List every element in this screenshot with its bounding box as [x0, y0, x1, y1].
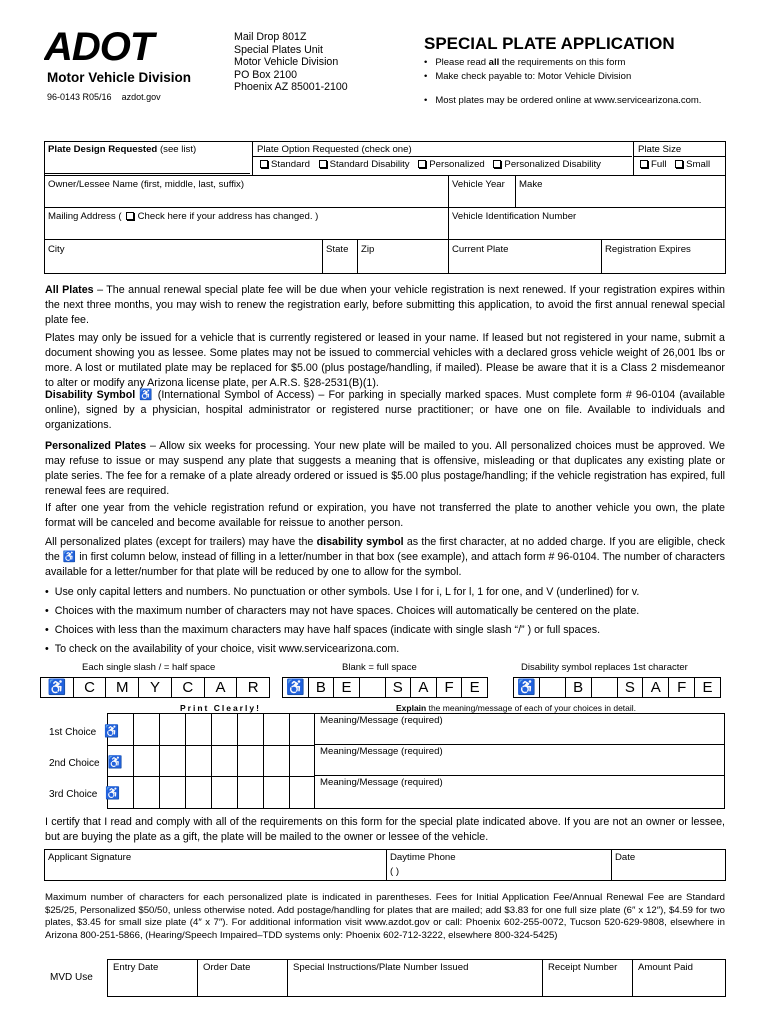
make-field[interactable]: Make [519, 179, 543, 190]
all-plates-paragraph: All Plates – The annual renewal special plate fee will be due when your vehicle registration is next renewed. If your registration expires within the next three months, you may wish to renew the registration early, before submitting this application, to avoid the first annual renewal special plate fee. [45, 284, 725, 326]
choice-3-label: 3rd Choice ♿ [49, 786, 121, 800]
plate-size-group: Full Small [630, 157, 714, 172]
plate-design-field[interactable]: Plate Design Requested (see list) [44, 142, 250, 174]
personalized-plates-paragraph: Personalized Plates – Allow six weeks for processing. Your new plate will be mailed to you. All personalized choices must be approved. We may refuse to issue or may suspend any plate that suggests a meaning that is offensive, misleading or that duplicates any existing plate or plate series. The fee for a remake of a plate already ordered or issued is $5.00 plus postage/handling; if the vehicle registration has expired, full renewal fees are required. [45, 440, 725, 497]
fees-footnote: Maximum number of characters for each personalized plate is indicated in parentheses. Fees for Initial Application Fee/Annual Renewal Fee are Standard $25/25, Personalized $50/50, unless otherwise noted. Add postage/handling for plates that are mailed; add $3.83 for one full size plate (6″ x 12″), $4.59 for two plates, $3.45 for small size plate (4″ x 7″). For additional information visit www.azdot.gov or call: Phoenix 602-255-0072, Tucson 520-629-9808, elsewhere in Arizona 800-251-5866, (Hearing/Speech Impaired–TDD systems only: Phoenix 602-712-3222, elsewhere 800-324-5425) [45, 892, 725, 941]
owner-name-field[interactable]: Owner/Lessee Name (first, middle, last, suffix) [48, 179, 245, 190]
daytime-phone-field[interactable]: Daytime Phone ( ) [390, 852, 456, 877]
disability-personalized-paragraph: All personalized plates (except for trailers) may have the disability symbol as the first character, at no added charge. If you are eligible, check the ♿ in first column below, instead of filling in a letter/number in that box (see example), and attach form # 96-0104. The number of characters available for a letter/number for that plate will be reduced by one to allow for the symbol. [45, 536, 726, 578]
form-number: 96-0143 R05/16 azdot.gov [47, 92, 161, 102]
zip-field[interactable]: Zip [361, 244, 375, 255]
certification-text: I certify that I read and comply with all of the requirements on this form for the special plate indicated above. If you are not an owner or lessee, but are buying the plate as a gift, the plate will be mailed to the owner or lessee of the vehicle. [45, 816, 725, 843]
entry-date-field[interactable]: Entry Date [113, 962, 159, 973]
meaning-2-field[interactable]: Meaning/Message (required) [320, 746, 443, 757]
mailing-address-field[interactable]: Mailing Address ( Check here if your address has changed. ) [48, 211, 319, 222]
option-personalized-checkbox[interactable] [418, 160, 426, 168]
example-caption-full-space: Blank = full space [342, 662, 417, 673]
plate-size-label: Plate Size [638, 144, 682, 155]
eligibility-paragraph: Plates may only be issued for a vehicle that is currently registered or leased in your name. If leased but not registered in your name, submit a document showing you as lessee. Some plates may not be issued to commercial vehicles with a declared gross vehicle weight of 26,001 lbs or more. A lost or mutilated plate may be replaced for $5.00 (plus postage/handling, if mailed). Please be aware that it is a Class 2 misdemeanor to alter or modify any Arizona license plate, per A.R.S. §28-2531(B)(1). [45, 332, 725, 389]
applicant-signature-field[interactable]: Applicant Signature [48, 852, 132, 863]
wheelchair-checkbox-icon[interactable]: ♿ [107, 755, 123, 769]
wheelchair-checkbox-icon[interactable]: ♿ [104, 724, 120, 738]
division-name: Motor Vehicle Division [47, 70, 192, 85]
option-personalized-disability-checkbox[interactable] [493, 160, 501, 168]
meaning-3-field[interactable]: Meaning/Message (required) [320, 777, 443, 788]
rule-item: • Choices with the maximum number of characters may not have spaces. Choices will automatically be centered on the plate. [45, 605, 639, 617]
wheelchair-icon: ♿ [283, 678, 309, 697]
option-standard-checkbox[interactable] [260, 160, 268, 168]
rule-item: • Choices with less than the maximum characters may have half spaces (indicate with single slash “/” ) or full spaces. [45, 624, 600, 636]
order-date-field[interactable]: Order Date [203, 962, 251, 973]
amount-paid-field[interactable]: Amount Paid [638, 962, 693, 973]
registration-expires-field[interactable]: Registration Expires [605, 244, 691, 255]
rule-item: • Use only capital letters and numbers. No punctuation or other symbols. Use I for i, L for l, 1 for one, and V (underlined) for v. [45, 586, 639, 598]
plate-option-group: Standard Standard Disability Personalized Personalized Disability [250, 157, 605, 172]
special-instructions-field[interactable]: Special Instructions/Plate Number Issued [293, 962, 469, 973]
wheelchair-icon: ♿ [139, 389, 154, 401]
instruction-bullet: • Most plates may be ordered online at www.servicearizona.com. [424, 95, 701, 106]
state-field[interactable]: State [326, 244, 349, 255]
disability-symbol-paragraph: Disability Symbol ♿ (International Symbol of Access) – For parking in specially marked spaces. Must complete form # 96-0104 (available online), signed by a physician, hospital administrator or registered nurse practitioner; or have one on file. Available to individuals and organizations. [45, 389, 725, 431]
size-full-checkbox[interactable] [640, 160, 648, 168]
wheelchair-icon: ♿ [41, 678, 74, 697]
meaning-1-field[interactable]: Meaning/Message (required) [320, 715, 443, 726]
example-plate-disability: ♿ B S A F E [513, 677, 721, 698]
instruction-bullet: • Please read all the requirements on this form [424, 57, 625, 68]
wheelchair-icon: ♿ [62, 551, 77, 563]
choice-grid [107, 713, 315, 809]
vehicle-year-field[interactable]: Vehicle Year [452, 179, 505, 190]
choice-1-label: 1st Choice ♿ [49, 724, 120, 738]
receipt-number-field[interactable]: Receipt Number [548, 962, 618, 973]
plate-option-label: Plate Option Requested (check one) [257, 144, 412, 155]
instruction-bullet: • Make check payable to: Motor Vehicle Division [424, 71, 631, 82]
vin-field[interactable]: Vehicle Identification Number [452, 211, 577, 222]
date-field[interactable]: Date [615, 852, 636, 863]
adot-logo [44, 30, 214, 62]
page-title: SPECIAL PLATE APPLICATION [424, 34, 675, 53]
mvd-use-label: MVD Use [50, 972, 93, 983]
mailing-address-block: Mail Drop 801Z Special Plates Unit Motor Vehicle Division PO Box 2100 Phoenix AZ 85001-2100 [234, 31, 348, 94]
wheelchair-checkbox-icon[interactable]: ♿ [105, 786, 121, 800]
explain-note: Explain the meaning/message of each of your choices in detail. [396, 703, 637, 713]
address-changed-checkbox[interactable] [126, 212, 134, 220]
website: azdot.gov [121, 92, 161, 102]
transfer-paragraph: If after one year from the vehicle registration refund or expiration, you have not transferred the plate to another vehicle you own, the plate format will be canceled and become available for reissue to another person. [45, 502, 725, 529]
current-plate-field[interactable]: Current Plate [452, 244, 509, 255]
rule-item: • To check on the availability of your choice, visit www.servicearizona.com. [45, 643, 399, 655]
choice-2-label: 2nd Choice ♿ [49, 755, 123, 769]
wheelchair-icon-crossed: ♿ [514, 678, 540, 697]
option-standard-disability-checkbox[interactable] [319, 160, 327, 168]
print-clearly-note: Print Clearly! [180, 703, 261, 713]
example-caption-disability: Disability symbol replaces 1st character [521, 662, 688, 673]
size-small-checkbox[interactable] [675, 160, 683, 168]
example-caption-half-space: Each single slash / = half space [82, 662, 216, 673]
city-field[interactable]: City [48, 244, 65, 255]
logo-text: ADOT [44, 30, 154, 62]
example-plate-half-space: ♿ C M Y C A R [40, 677, 270, 698]
example-plate-full-space: ♿ B E S A F E [282, 677, 488, 698]
